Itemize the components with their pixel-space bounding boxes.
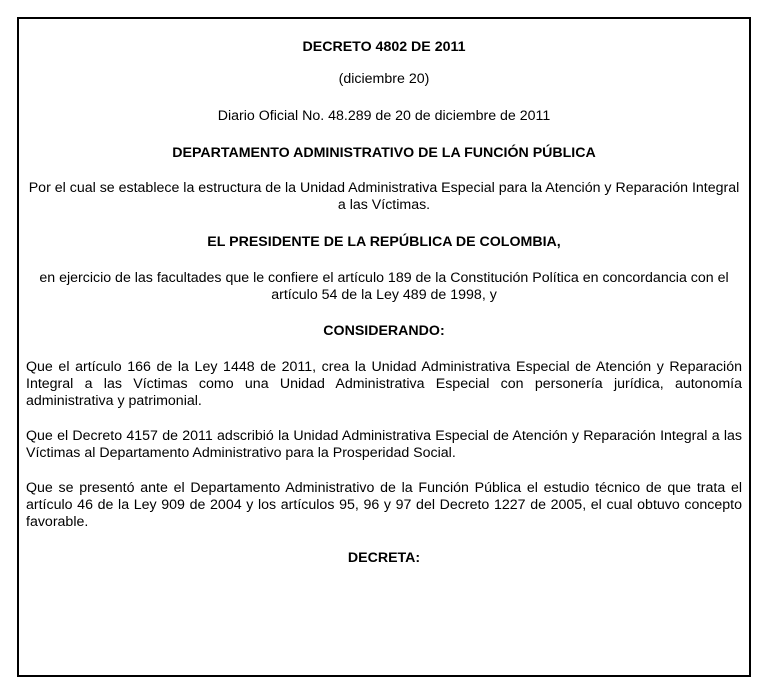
document-page	[17, 17, 751, 677]
diario-oficial-line: Diario Oficial No. 48.289 de 20 de diciembre de 2011	[217, 108, 551, 124]
ejercicio-paragraph: en ejercicio de las facultades que le confiere el artículo 189 de la Constitución Política en concordancia con el artículo 54 de la Ley 489 de 1998, y	[39, 270, 729, 303]
decree-title: DECRETO 4802 DE 2011	[302, 39, 466, 55]
considerando-paragraph-1: Que el artículo 166 de la Ley 1448 de 2011, crea la Unidad Administrativa Especial de Atención y Reparación Integral a las Víctimas como una Unidad Administrativa Especial con personería jurídica, autonomía administrativa y patrimonial.	[26, 359, 742, 409]
decree-subject: Por el cual se establece la estructura de la Unidad Administrativa Especial para la Atención y Reparación Integral a las Víctimas.	[28, 180, 740, 213]
considerando-paragraph-2: Que el Decreto 4157 de 2011 adscribió la Unidad Administrativa Especial de Atención y Reparación Integral a las Víctimas al Departamento Administrativo para la Prosperidad Social.	[26, 428, 742, 461]
president-heading: EL PRESIDENTE DE LA REPÚBLICA DE COLOMBIA,	[207, 234, 561, 250]
considerando-heading: CONSIDERANDO:	[323, 323, 445, 339]
decreta-heading: DECRETA:	[347, 550, 421, 566]
considerando-paragraph-3: Que se presentó ante el Departamento Administrativo de la Función Pública el estudio técnico de que trata el artículo 46 de la Ley 909 de 2004 y los artículos 95, 96 y 97 del Decreto 1227 de 2005, el cual obtuvo concepto favorable.	[26, 480, 742, 530]
document-content	[26, 39, 742, 567]
decree-date: (diciembre 20)	[338, 71, 430, 87]
department-heading: DEPARTAMENTO ADMINISTRATIVO DE LA FUNCIÓN PÚBLICA	[172, 145, 596, 161]
